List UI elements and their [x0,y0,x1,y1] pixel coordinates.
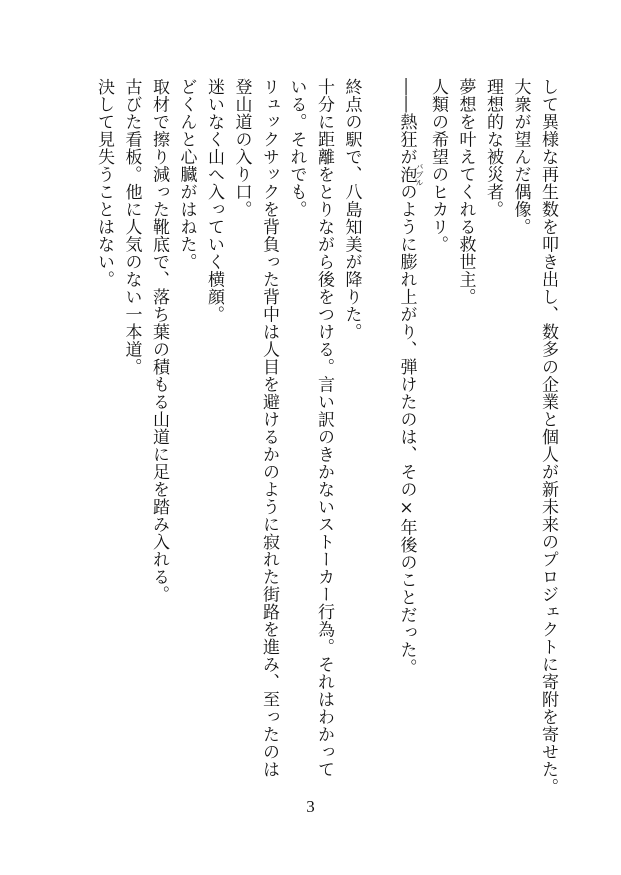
ruby-word [396,162,424,187]
text-line: 登山道の入り口。 [231,78,252,218]
text-line: 迷いなく山へ入っていく横顔。 [204,78,224,323]
dash-line-before: ――熱狂が [396,78,417,166]
text-line: 終点の駅で、八島知美が降りた。 [341,78,362,341]
dash-text-line [392,78,424,778]
text-line: 人類の希望のヒカリ。 [428,78,448,253]
paragraph-gap [365,78,393,778]
text-line: どくんと心臓がはねた。 [176,78,197,271]
text-line: 夢想を叶えてくれる救世主。 [455,78,476,306]
vertical-text-body [90,78,562,796]
text-line: して異様な再生数を叩き出し、数多の企業と個人が新未来のプロジェクトに寄附を寄せた。 [538,78,558,796]
text-line: 決して見失うことはない。 [94,78,114,288]
dash-line-after: のように膨れ上がり、弾けたのは、その×年後のことだった。 [396,183,417,676]
ruby-base: 泡 [396,162,417,187]
text-line: 大衆が望んだ偶像。 [510,78,531,236]
ruby-reading: バブル [415,162,424,187]
text-line: いる。それでも。 [286,78,307,218]
text-line: 取材で擦り減った靴底で、落ち葉の積もる山道に足を踏み入れる。 [149,78,169,603]
text-line: 理想的な被災者。 [483,78,503,218]
text-line: 十分に距離をとりながら後をつける。言い訳のきかないストーカー行為。それはわかって [314,78,334,778]
text-line: リュックサックを背負った背中は人目を避けるかのように寂れた街路を進み、至ったのは [259,78,279,778]
text-line: 古びた看板。他に人気のない一本道。 [121,78,142,376]
page-number: 3 [306,797,315,816]
